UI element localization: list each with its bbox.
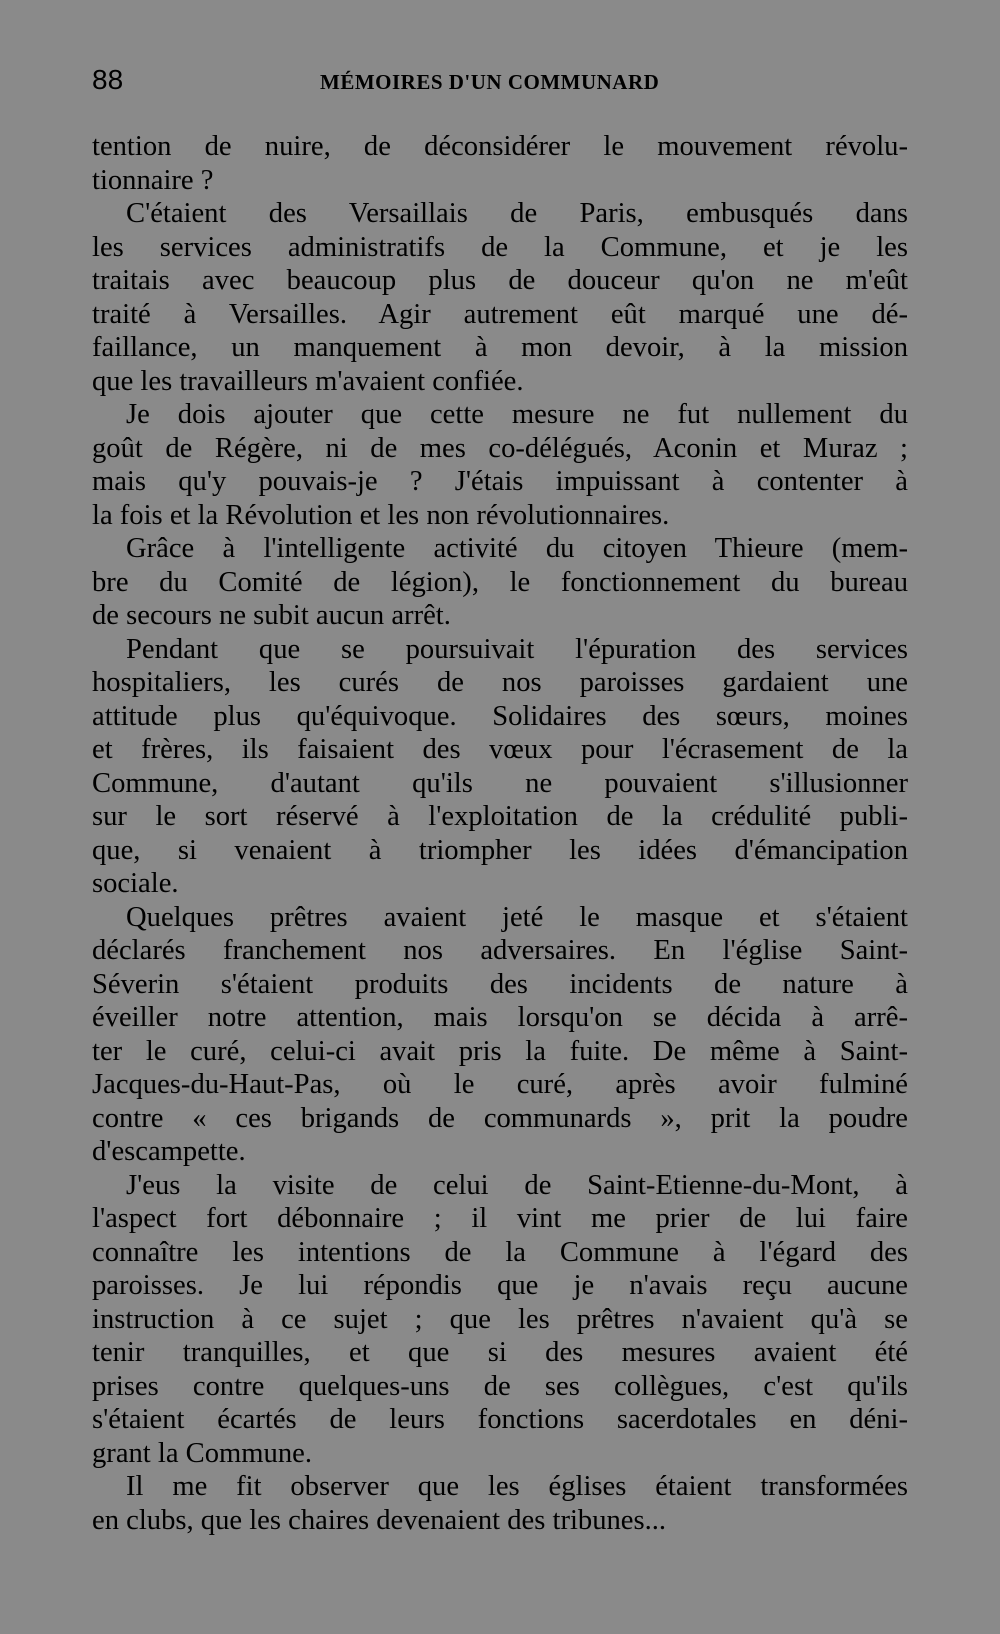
text-line: s'étaient écartés de leurs fonctions sacerdotales en déni- [92, 1404, 908, 1435]
text-line: l'aspect fort débonnaire ; il vint me prier de lui faire [92, 1203, 908, 1234]
text-line: ter le curé, celui-ci avait pris la fuite. De même à Saint- [92, 1035, 908, 1067]
text-line: les services administratifs de la Commune, et je les [92, 231, 908, 263]
page-header [92, 60, 912, 100]
text-line: Jacques-du-Haut-Pas, où le curé, après avoir fulminé [92, 1069, 908, 1100]
text-line: d'escampette. [92, 1136, 246, 1167]
page-number: 88 [92, 64, 124, 95]
text-line: prises contre quelques-uns de ses collègues, c'est qu'ils [92, 1370, 908, 1402]
text-line: tention de nuire, de déconsidérer le mouvement révolu- [92, 131, 908, 162]
text-line: et frères, ils faisaient des vœux pour l'écrasement de la [92, 734, 908, 765]
text-line: Séverin s'étaient produits des incidents de nature à [92, 968, 908, 1000]
text-line: Grâce à l'intelligente activité du citoyen Thieure (mem- [126, 533, 908, 564]
text-line: goût de Régère, ni de mes co-délégués, Aconin et Muraz ; [92, 432, 908, 464]
text-line: C'étaient des Versaillais de Paris, embusqués dans [126, 198, 908, 229]
text-line: que, si venaient à triompher les idées d'émancipation [92, 834, 908, 866]
running-title: MÉMOIRES D'UN COMMUNARD [320, 70, 660, 94]
text-line: bre du Comité de légion), le fonctionnement du bureau [92, 566, 908, 598]
text-line: grant la Commune. [92, 1437, 312, 1469]
text-line: tenir tranquilles, et que si des mesures avaient été [92, 1337, 908, 1368]
text-line: tionnaire ? [92, 164, 214, 196]
text-line: traitais avec beaucoup plus de douceur qu'on ne m'eût [92, 265, 908, 296]
text-line: de secours ne subit aucun arrêt. [92, 600, 451, 631]
text-line: instruction à ce sujet ; que les prêtres n'avaient qu'à se [92, 1303, 908, 1335]
text-line: contre « ces brigands de communards », prit la poudre [92, 1102, 908, 1134]
text-line: Je dois ajouter que cette mesure ne fut nullement du [126, 399, 908, 430]
text-line: attitude plus qu'équivoque. Solidaires des sœurs, moines [92, 700, 908, 732]
text-line: Commune, d'autant qu'ils ne pouvaient s'illusionner [92, 767, 908, 799]
text-line: sur le sort réservé à l'exploitation de la crédulité publi- [92, 801, 908, 832]
text-line: faillance, un manquement à mon devoir, à la mission [92, 332, 908, 363]
text-line: la fois et la Révolution et les non révolutionnaires. [92, 499, 670, 531]
text-line: Il me fit observer que les églises étaient transformées [126, 1471, 908, 1502]
text-line: Quelques prêtres avaient jeté le masque et s'étaient [126, 901, 908, 933]
text-line: Pendant que se poursuivait l'épuration des services [126, 633, 908, 665]
text-line: mais qu'y pouvais-je ? J'étais impuissant à contenter à [92, 466, 908, 497]
text-line: hospitaliers, les curés de nos paroisses gardaient une [92, 667, 908, 698]
text-line: éveiller notre attention, mais lorsqu'on se décida à arrê- [92, 1002, 908, 1033]
text-line: J'eus la visite de celui de Saint-Etienne-du-Mont, à [126, 1169, 908, 1201]
body-text [92, 130, 908, 1537]
text-line: traité à Versailles. Agir autrement eût marqué une dé- [92, 298, 908, 330]
text-line: paroisses. Je lui répondis que je n'avais reçu aucune [92, 1270, 908, 1301]
text-line: que les travailleurs m'avaient confiée. [92, 365, 524, 397]
text-line: connaître les intentions de la Commune à l'égard des [92, 1236, 908, 1268]
text-line: déclarés franchement nos adversaires. En l'église Saint- [92, 935, 908, 966]
text-line: en clubs, que les chaires devenaient des tribunes... [92, 1504, 667, 1536]
text-line: sociale. [92, 868, 179, 899]
